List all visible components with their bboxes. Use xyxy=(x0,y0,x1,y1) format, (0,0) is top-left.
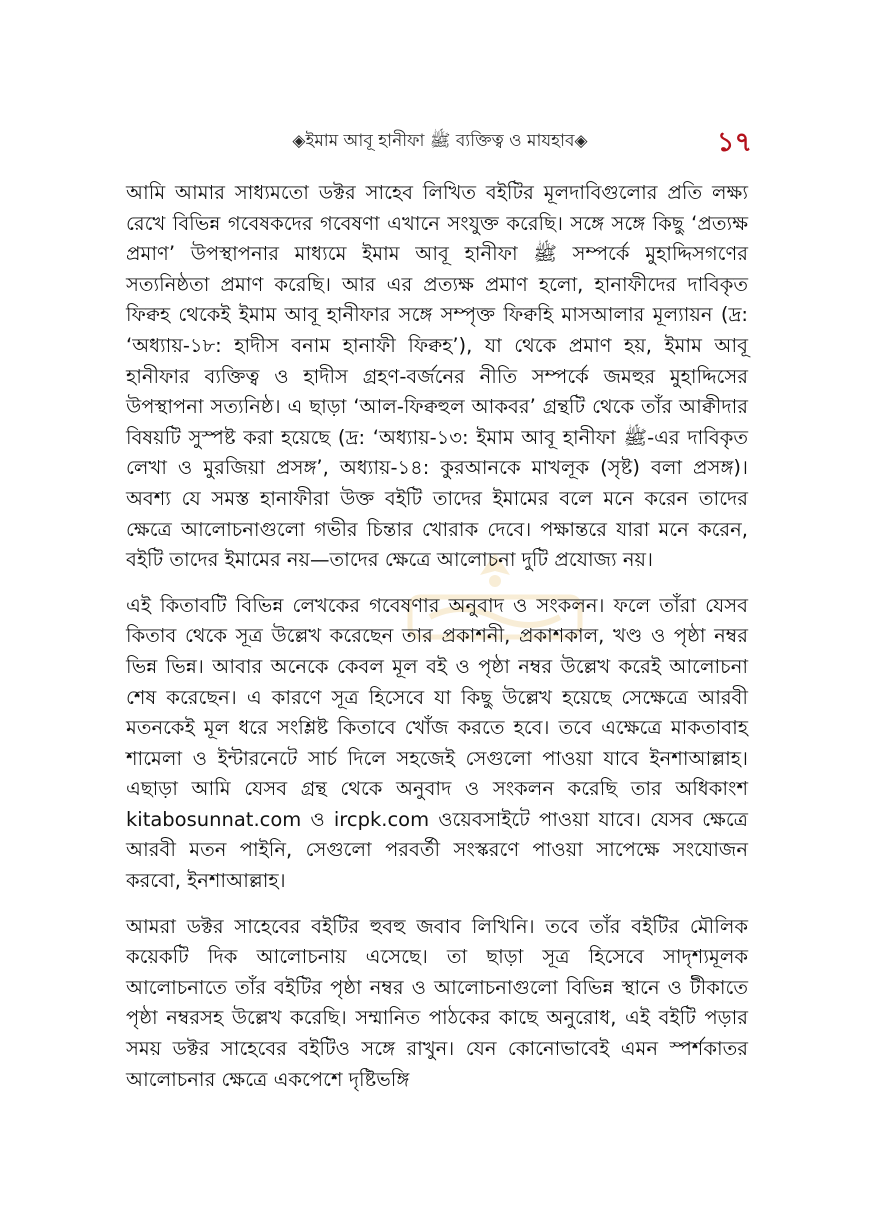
page-number: ১৭ xyxy=(716,127,752,158)
paragraph-2: এই কিতাবটি বিভিন্ন লেখকের গবেষণার অনুবাদ ও সংকলন। ফলে তাঁরা যেসব কিতাব থেকে সূত্র উল্লেখ করেছেন তার প্রকাশনী, প্রকাশকাল, খণ্ড ও পৃষ্ঠা নম্বর ভিন্ন ভিন্ন। আবার অনেকে কেবল মূল বই ও পৃষ্ঠা নম্বর উল্লেখ করেই আলোচনা শেষ করেছেন। এ কারণে সূত্র হিসেবে যা কিছু উল্লেখ হয়েছে সেক্ষেত্রে আরবী মতনকেই মূল ধরে সংশ্লিষ্ট কিতাবে খোঁজ করতে হবে। তবে এক্ষেত্রে মাকতাবাহ শামেলা ও ইন্টারনেটে সার্চ দিলে সহজেই সেগুলো পাওয়া যাবে ইনশাআল্লাহ। এছাড়া আমি যেসব গ্রন্থ থেকে অনুবাদ ও সংকলন করেছি তার অধিকাংশ kitabosunnat.com ও ircpk.com ওয়েবসাইটে পাওয়া যাবে। যেসব ক্ষেত্রে আরবী মতন পাইনি, সেগুলো পরবর্তী সংস্করণে পাওয়া সাপেক্ষে সংযোজন করবো, ইনশাআল্লাহ। xyxy=(126,593,748,893)
running-header: ◈ইমাম আবূ হানীফা ﷺ ব্যক্তিত্ব ও মাযহাব◈ xyxy=(292,131,588,151)
paragraph-3: আমরা ডক্টর সাহেবের বইটির হুবহু জবাব লিখিনি। তবে তাঁর বইটির মৌলিক কয়েকটি দিক আলোচনায় এসেছে। তা ছাড়া সূত্র হিসেবে সাদৃশ্যমূলক আলোচনাতে তাঁর বইটির পৃষ্ঠা নম্বর ও আলোচনাগুলো বিভিন্ন স্থানে ও টীকাতে পৃষ্ঠা নম্বরসহ উল্লেখ করেছি। সম্মানিত পাঠকের কাছে অনুরোধ, এই বইটি পড়ার সময় ডক্টর সাহেবের বইটিও সঙ্গে রাখুন। যেন কোনোভাবেই এমন স্পর্শকাতর আলোচনার ক্ষেত্রে একপেশে দৃষ্টিভঙ্গি xyxy=(126,914,748,1091)
paragraph-1: আমি আমার সাধ্যমতো ডক্টর সাহেব লিখিত বইটির মূলদাবিগুলোর প্রতি লক্ষ্য রেখে বিভিন্ন গবেষকদের গবেষণা এখানে সংযুক্ত করেছি। সঙ্গে সঙ্গে কিছু ‘প্রত্যক্ষ প্রমাণ’ উপস্থাপনার মাধ্যমে ইমাম আবূ হানীফা ﷺ সম্পর্কে মুহাদ্দিসগণের সত্যনিষ্ঠতা প্রমাণ করেছি। আর এর প্রত্যক্ষ প্রমাণ হলো, হানাফীদের দাবিকৃত ফিক্বহ থেকেই ইমাম আবূ হানীফার সঙ্গে সম্পৃক্ত ফিক্বহি মাসআলার মূল্যায়ন (দ্র: ‘অধ্যায়-১৮: হাদীস বনাম হানাফী ফিক্বহ’), যা থেকে প্রমাণ হয়, ইমাম আবূ হানীফার ব্যক্তিত্ব ও হাদীস গ্রহণ-বর্জনের নীতি সম্পর্কে জমহুর মুহাদ্দিসের উপস্থাপনা সত্যনিষ্ঠ। এ ছাড়া ‘আল-ফিক্বহুল আকবর’ গ্রন্থটি থেকে তাঁর আক্বীদার বিষয়টি সুস্পষ্ট করা হয়েছে (দ্র: ‘অধ্যায়-১৩: ইমাম আবূ হানীফা ﷺ-এর দাবিকৃত লেখা ও মুরজিয়া প্রসঙ্গ’, অধ্যায়-১৪: কুরআনকে মাখলূক (সৃষ্ট) বলা প্রসঙ্গ)। অবশ্য যে সমস্ত হানাফীরা উক্ত বইটি তাদের ইমামের বলে মনে করেন তাদের ক্ষেত্রে আলোচনাগুলো গভীর চিন্তার খোরাক দেবে। পক্ষান্তরে যারা মনে করেন, বইটি তাদের ইমামের নয়—তাদের ক্ষেত্রে আলোচনা দুটি প্রযোজ্য নয়। xyxy=(126,181,748,572)
body-text xyxy=(126,178,748,1110)
